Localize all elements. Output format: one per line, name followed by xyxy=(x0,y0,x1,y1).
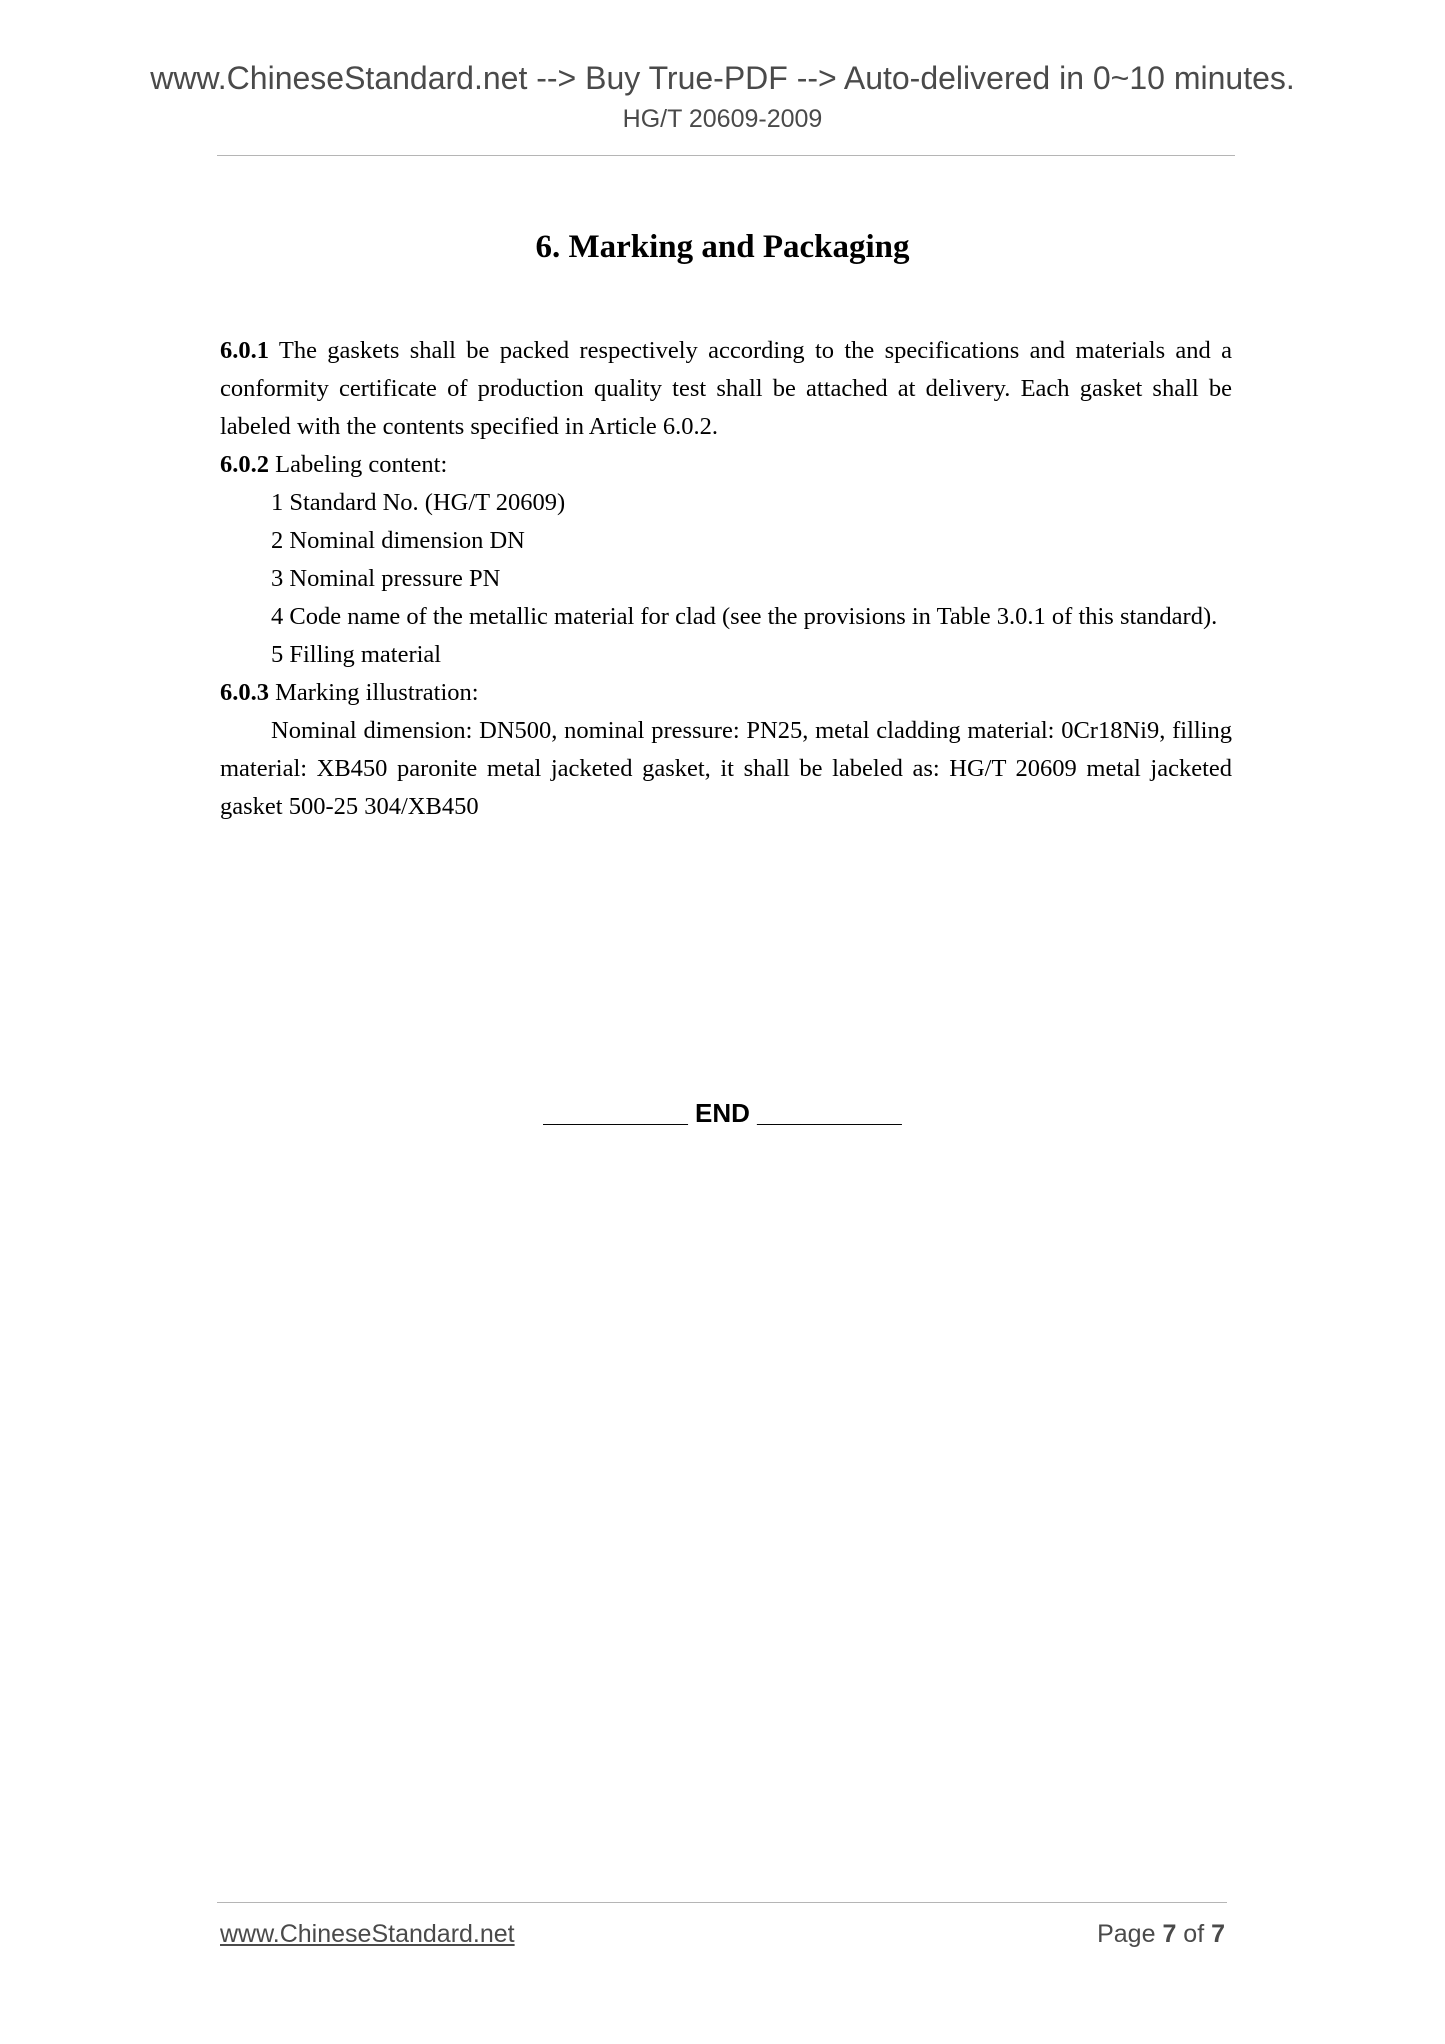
clause-6-0-1 xyxy=(220,332,1232,446)
clause-6-0-3 xyxy=(220,674,1232,712)
section-title: 6. Marking and Packaging xyxy=(535,229,910,265)
clause-number: 6.0.3 xyxy=(220,679,269,706)
header-banner: www.ChineseStandard.net --> Buy True-PDF --> Auto-delivered in 0~10 minutes. xyxy=(150,60,1295,96)
clause-text: The gaskets shall be packed respectively according to the specifications and materials and a conformity certificate of production quality test shall be attached at delivery. Each gasket shall be labeled with the contents specified in Article 6.0.2. xyxy=(220,337,1232,440)
page-current: 7 xyxy=(1162,1920,1177,1948)
end-marker: __________ END __________ xyxy=(543,1098,902,1128)
page-prefix: Page xyxy=(1097,1920,1163,1948)
clause-number: 6.0.1 xyxy=(220,337,269,364)
labeling-item-3: 3 Nominal pressure PN xyxy=(271,565,501,592)
clause-6-0-2 xyxy=(220,446,1232,484)
labeling-item-1: 1 Standard No. (HG/T 20609) xyxy=(271,489,566,516)
clause-number: 6.0.2 xyxy=(220,451,269,478)
footer-divider xyxy=(217,1902,1227,1903)
labeling-item-5: 5 Filling material xyxy=(271,641,442,668)
clause-text: Labeling content: xyxy=(269,451,448,478)
clause-text: Marking illustration: xyxy=(269,679,479,706)
document-body xyxy=(220,332,1232,826)
footer-website-link[interactable]: www.ChineseStandard.net xyxy=(220,1920,515,1948)
header-divider xyxy=(217,155,1235,156)
marking-example: Nominal dimension: DN500, nominal pressure: PN25, metal cladding material: 0Cr18Ni9, filling material: XB450 paronite metal jacketed gasket, it shall be labeled as: HG/T 20609 metal jacketed gasket 500-25 304/XB450 xyxy=(220,717,1232,820)
labeling-item-4: 4 Code name of the metallic material for clad (see the provisions in Table 3.0.1 of this standard). xyxy=(271,603,1218,630)
page-of: of xyxy=(1176,1920,1212,1948)
labeling-item-2: 2 Nominal dimension DN xyxy=(271,527,525,554)
page-indicator xyxy=(1097,1918,1225,1950)
standard-code: HG/T 20609-2009 xyxy=(622,105,823,133)
page-total: 7 xyxy=(1211,1920,1225,1948)
